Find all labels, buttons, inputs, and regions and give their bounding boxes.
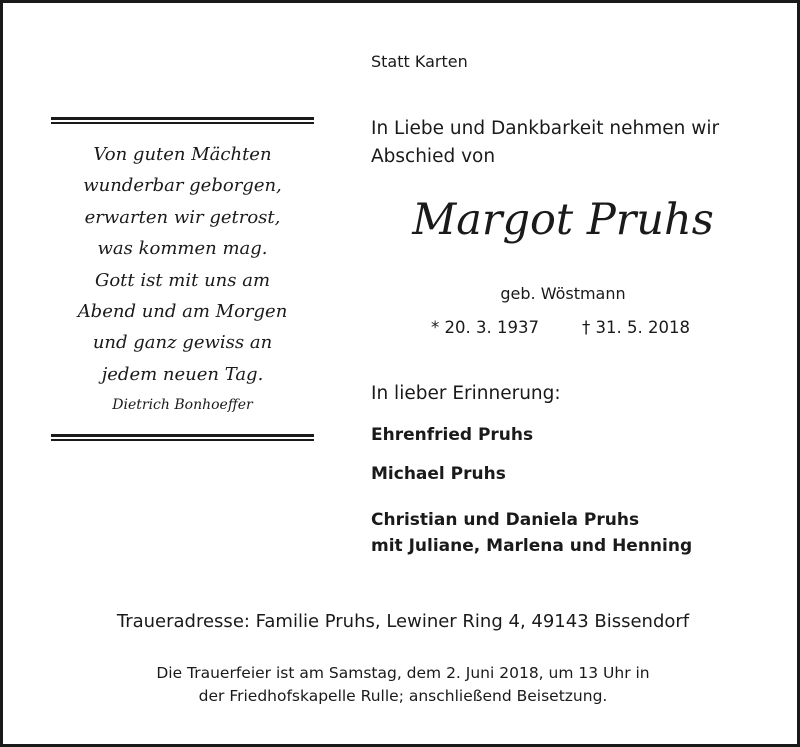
poem-line: was kommen mag.	[97, 238, 268, 260]
poem-line: jedem neuen Tag.	[101, 363, 264, 385]
mourning-address: Traueradresse: Familie Pruhs, Lewiner Ring 4, 49143 Bissendorf	[116, 611, 690, 632]
poem-line: wunderbar geborgen,	[83, 175, 282, 197]
poem-author: Dietrich Bonhoeffer	[112, 397, 253, 413]
intro-text	[371, 115, 771, 171]
maiden-name: geb. Wöstmann	[500, 284, 626, 303]
intro-line: Abschied von	[371, 146, 496, 167]
poem-line: Gott ist mit uns am	[94, 269, 271, 291]
mourners-heading: In lieber Erinnerung:	[371, 383, 561, 404]
funeral-service-info	[3, 662, 800, 708]
mourner-name: Ehrenfried Pruhs	[371, 425, 534, 445]
bottom-double-rule	[51, 434, 314, 441]
poem-line: und ganz gewiss an	[92, 332, 273, 354]
mourner-name: Michael Pruhs	[371, 464, 506, 484]
poem-line: Abend und am Morgen	[77, 301, 288, 323]
service-line: Die Trauerfeier ist am Samstag, dem 2. Juni 2018, um 13 Uhr in	[156, 664, 650, 682]
death-date: † 31. 5. 2018	[582, 318, 690, 337]
deceased-name: Margot Pruhs	[412, 195, 714, 245]
poem-line: erwarten wir getrost,	[84, 206, 281, 228]
intro-line: In Liebe und Dankbarkeit nehmen wir	[371, 118, 720, 139]
poem-line: Von guten Mächten	[93, 144, 272, 165]
poem	[51, 139, 314, 390]
statt-karten-label: Statt Karten	[371, 52, 468, 71]
birth-date: * 20. 3. 1937	[431, 318, 539, 337]
mourner-name: mit Juliane, Marlena und Henning	[371, 536, 693, 556]
top-double-rule	[51, 117, 314, 124]
service-line: der Friedhofskapelle Rulle; anschließend Beisetzung.	[198, 687, 608, 705]
mourner-name: Christian und Daniela Pruhs	[371, 510, 640, 530]
